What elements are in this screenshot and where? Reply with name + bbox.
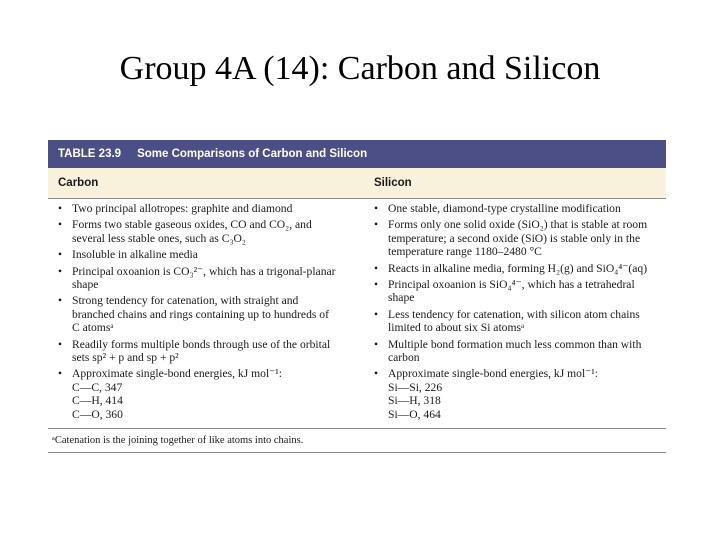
carbon-bond-energy: C—H, 414 [72,394,123,408]
silicon-list-item [374,262,666,275]
silicon-list-item [374,218,666,258]
carbon-list-item [58,367,356,421]
silicon-item-text: limited to about six Si atomsᵃ [388,321,525,335]
silicon-item-text: • Principal oxoanion is SiO₄⁴⁻, which has a tetrahedral [388,278,635,292]
table-title: Some Comparisons of Carbon and Silicon [137,148,368,160]
carbon-bond-energy: C—C, 347 [72,380,123,394]
silicon-list-item [374,308,666,335]
silicon-column [362,202,666,424]
silicon-item-text: temperature range 1180–2480 °C [388,245,542,259]
carbon-list-item [58,218,356,245]
table-header-row [48,168,666,199]
column-header-carbon: Carbon [58,177,99,189]
silicon-item-text: • Reacts in alkaline media, forming H₂(g) and SiO₄⁴⁻(aq) [388,261,648,275]
silicon-item-text: • Multiple bond formation much less common than with [388,337,642,351]
carbon-item-text: • Approximate single-bond energies, kJ mol⁻¹: [72,367,282,381]
carbon-item-text: C atomsᵃ [72,321,114,335]
silicon-list-item [374,367,666,421]
table-caption [48,140,666,168]
table-bottom-rule [48,452,666,453]
silicon-item-text: temperature; a second oxide (SiO) is stable only in the [388,231,641,245]
silicon-item-text: carbon [388,351,420,365]
silicon-item-text: • Forms only one solid oxide (SiO₂) that is stable at room [388,218,648,232]
silicon-item-text: • One stable, diamond-type crystalline modification [388,202,621,215]
silicon-bond-energy: Si—Si, 226 [388,380,443,394]
silicon-list-item [374,278,666,305]
carbon-list [58,202,356,421]
carbon-item-text: several less stable ones, such as C₃O₂ [72,231,246,245]
slide-title: Group 4A (14): Carbon and Silicon [119,50,601,87]
silicon-item-text: • Less tendency for catenation, with silicon atom chains [388,307,640,321]
column-header-silicon: Silicon [374,177,412,189]
silicon-item-text: • Approximate single-bond energies, kJ mol⁻¹: [388,367,598,381]
carbon-item-text: • Strong tendency for catenation, with straight and [72,294,299,308]
carbon-list-item [58,338,356,365]
silicon-bond-energy: Si—O, 464 [388,407,441,421]
carbon-item-text: • Forms two stable gaseous oxides, CO and CO₂, and [72,218,312,232]
carbon-item-text: branched chains and rings containing up to hundreds of [72,307,329,321]
comparison-table [48,140,666,453]
table-footnote: ᵃCatenation is the joining together of like atoms into chains. [52,435,304,447]
silicon-item-text: shape [388,291,415,305]
carbon-item-text: • Two principal allotropes: graphite and diamond [72,202,293,215]
carbon-list-item [58,294,356,334]
silicon-list-item [374,202,666,215]
carbon-column [48,202,362,424]
carbon-item-text: sets sp² + p and sp + p² [72,351,179,365]
table-number: TABLE 23.9 [58,148,122,160]
carbon-item-text: • Insoluble in alkaline media [72,248,198,262]
silicon-list [374,202,666,421]
silicon-bond-energy: Si—H, 318 [388,394,441,408]
carbon-item-text: • Principal oxoanion is CO₃²⁻, which has a trigonal-planar [72,264,336,278]
carbon-item-text: • Readily forms multiple bonds through use of the orbital [72,337,331,351]
carbon-bond-energy: C—O, 360 [72,407,123,421]
carbon-list-item [58,248,356,261]
carbon-list-item [58,202,356,215]
table-body [48,199,666,424]
carbon-item-text: shape [72,278,99,292]
carbon-list-item [58,265,356,292]
silicon-list-item [374,338,666,365]
